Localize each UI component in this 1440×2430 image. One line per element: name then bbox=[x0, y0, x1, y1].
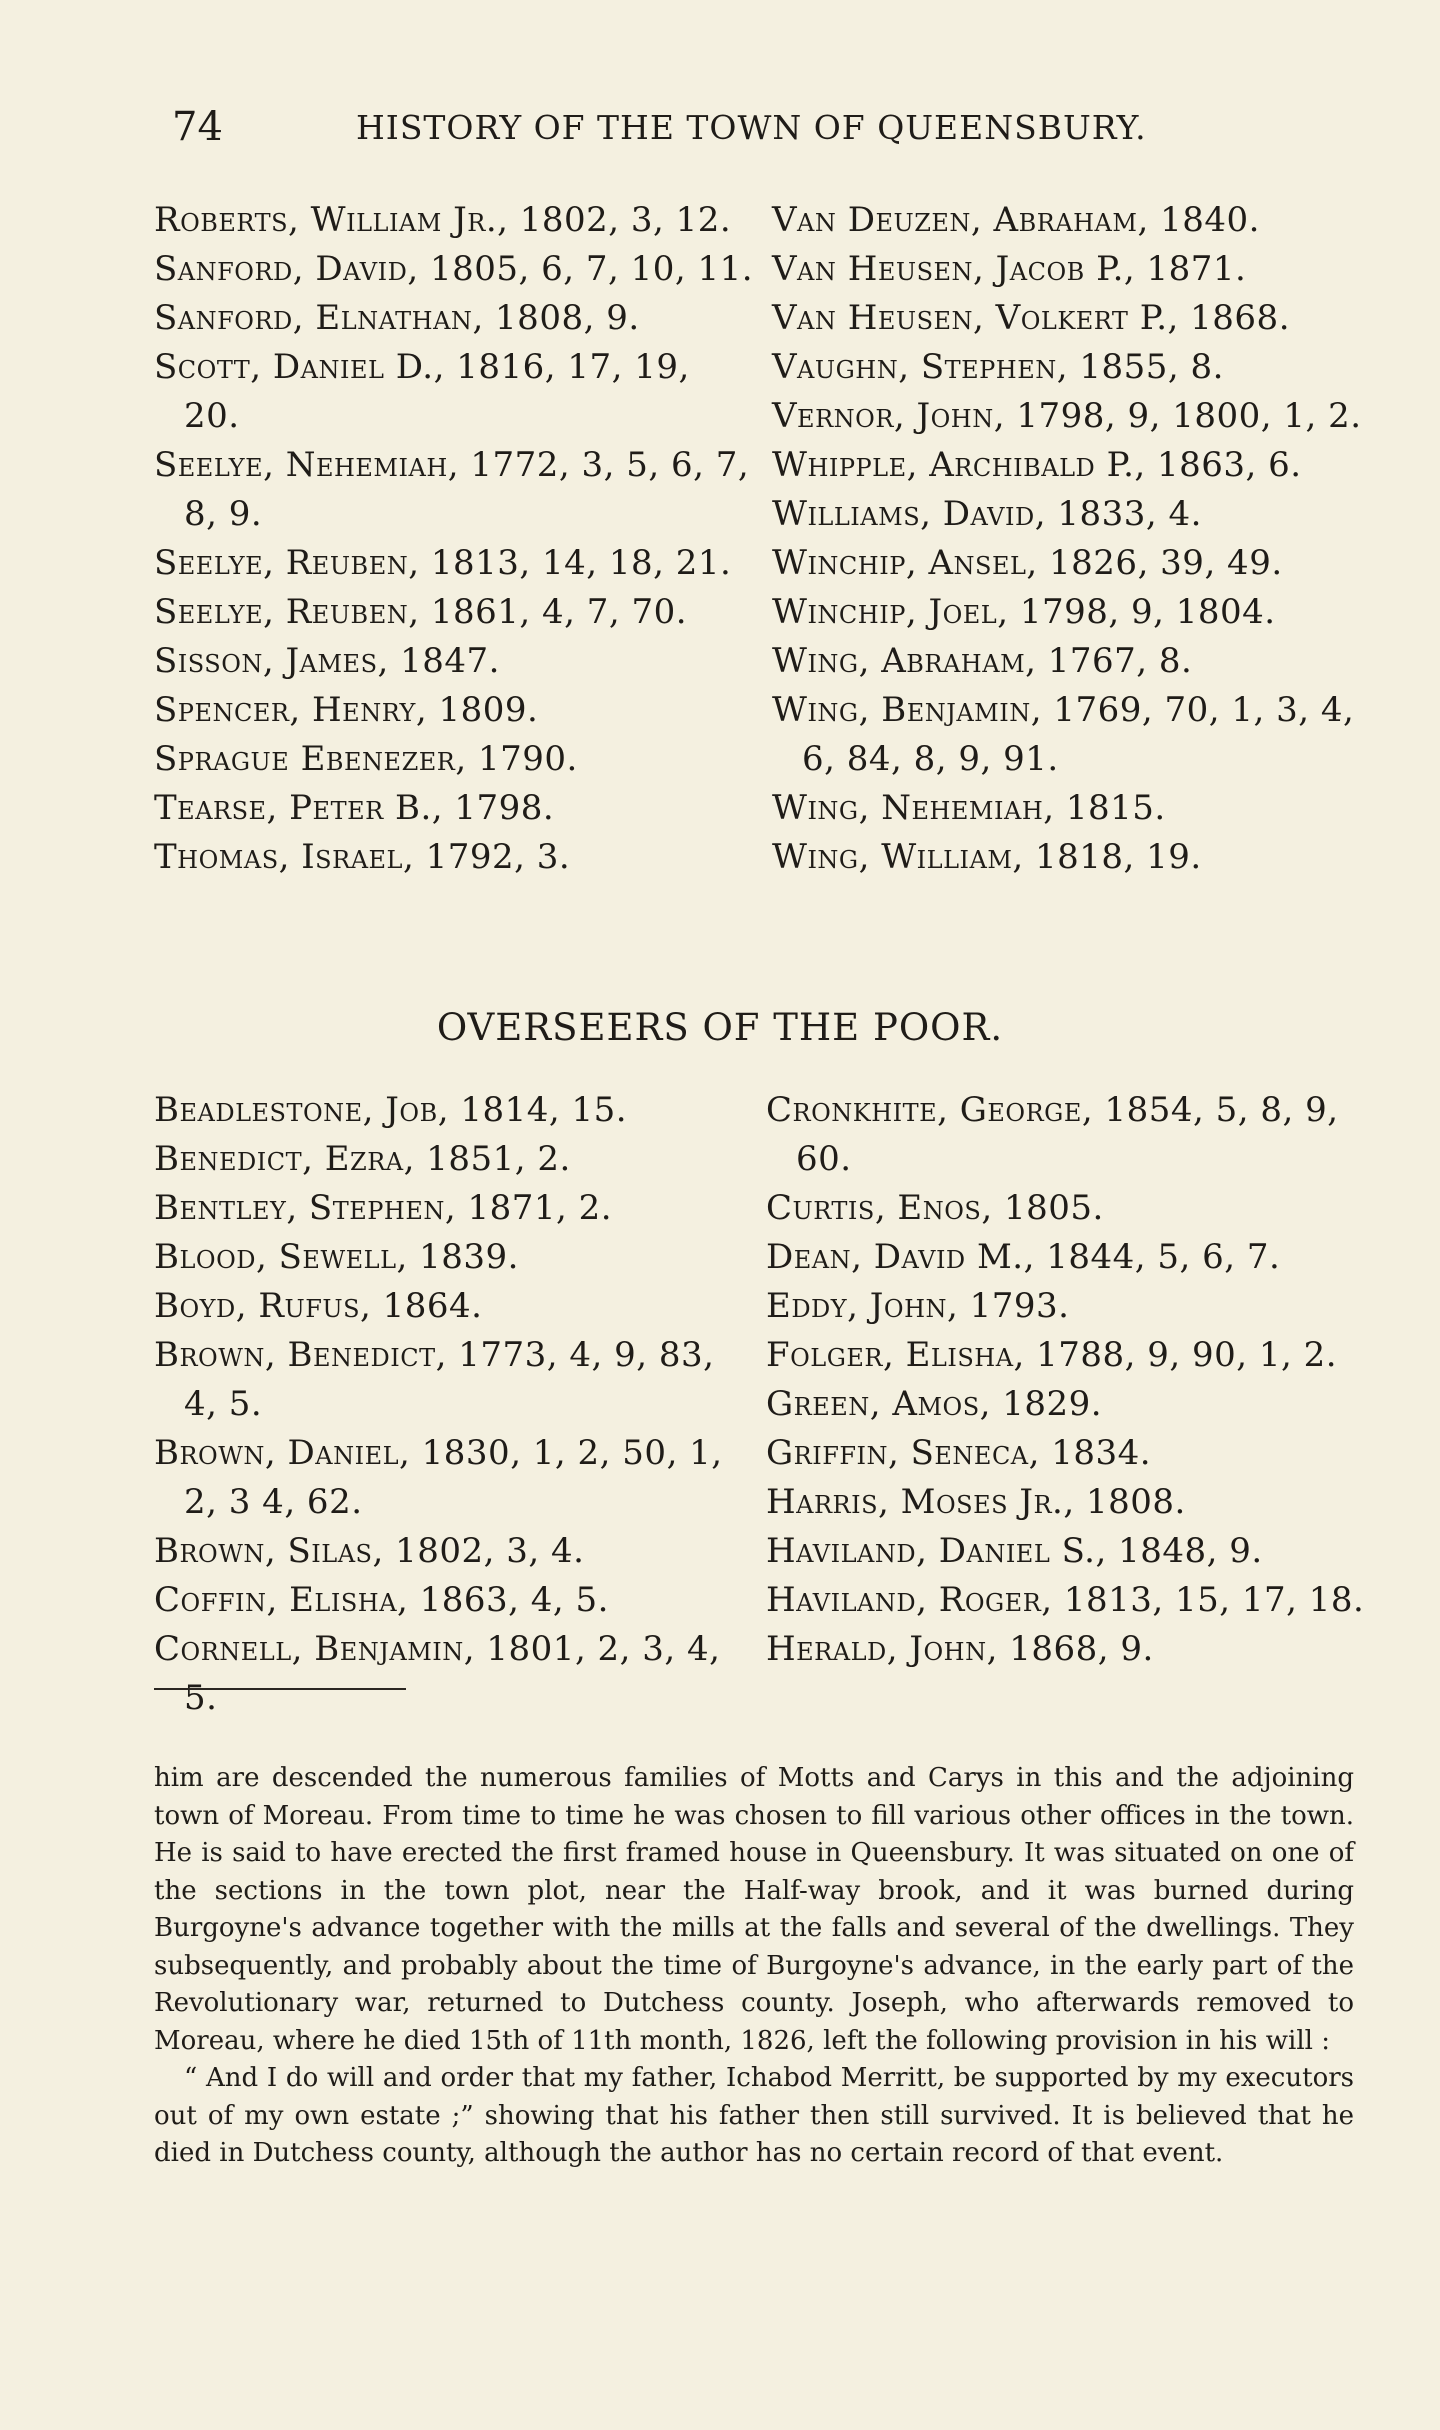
list-item bbox=[154, 1331, 754, 1429]
running-title: HISTORY OF THE TOWN OF QUEENSBURY. bbox=[356, 108, 1147, 147]
list-item bbox=[154, 1429, 754, 1527]
entry-name: Green, Amos bbox=[766, 1384, 980, 1424]
entry-years: , 1851, 2. bbox=[403, 1139, 571, 1179]
list-item bbox=[766, 1331, 1366, 1380]
list-item bbox=[772, 441, 1372, 490]
entry-name: Benedict, Ezra bbox=[154, 1139, 404, 1179]
entry-name: Curtis, Enos bbox=[766, 1188, 982, 1228]
entry-years: , 1829. bbox=[979, 1384, 1103, 1424]
entry-years: , 1826, 39, 49. bbox=[1026, 543, 1283, 583]
entry-years: , 1792, 3. bbox=[402, 837, 571, 877]
entry-name: Wing, William bbox=[772, 837, 1013, 877]
entry-name: Vaughn, Stephen bbox=[772, 347, 1057, 387]
entry-name: Winchip, Ansel bbox=[772, 543, 1027, 583]
entry-years: , 1816, 17, 19, 20. bbox=[184, 347, 690, 436]
list-item bbox=[766, 1576, 1366, 1625]
entry-name: Cornell, Benjamin bbox=[154, 1629, 464, 1669]
entry-name: Coffin, Elisha bbox=[154, 1580, 398, 1620]
entry-name: Boyd, Rufus bbox=[154, 1286, 361, 1326]
list-two-right-column bbox=[766, 1086, 1366, 1674]
footnote-rule bbox=[154, 1688, 406, 1690]
list-item bbox=[772, 637, 1372, 686]
list-item bbox=[154, 637, 754, 686]
entry-name: Eddy, John bbox=[766, 1286, 947, 1326]
entry-years: , 1868, 9. bbox=[986, 1629, 1154, 1669]
page-number: 74 bbox=[172, 104, 223, 150]
list-item bbox=[154, 588, 754, 637]
entry-name: Seelye, Reuben bbox=[154, 543, 409, 583]
list-item bbox=[766, 1086, 1366, 1184]
entry-name: Sprague Ebenezer bbox=[154, 739, 456, 779]
footnote bbox=[154, 1760, 1354, 2173]
section-title: OVERSEERS OF THE POOR. bbox=[436, 1006, 1004, 1049]
entry-years: , 1839. bbox=[396, 1237, 519, 1277]
entry-name: Scott, Daniel D. bbox=[154, 347, 434, 387]
list-item bbox=[772, 392, 1372, 441]
list-two-left-column bbox=[154, 1086, 754, 1723]
entry-years: , 1769, 70, 1, 3, 4, 6, 84, 8, 9, 91. bbox=[802, 690, 1355, 779]
list-item bbox=[766, 1282, 1366, 1331]
list-item bbox=[766, 1233, 1366, 1282]
list-item bbox=[766, 1429, 1366, 1478]
list-item bbox=[766, 1625, 1366, 1674]
entry-years: , 1801, 2, 3, 4, 5. bbox=[184, 1629, 721, 1718]
list-item bbox=[154, 294, 754, 343]
entry-name: Seelye, Nehemiah bbox=[154, 445, 448, 485]
list-item bbox=[154, 196, 754, 245]
entry-years: , 1808, 9. bbox=[472, 298, 640, 338]
entry-years: , 1847. bbox=[377, 641, 500, 681]
list-item bbox=[772, 833, 1372, 882]
page-header bbox=[0, 104, 1440, 154]
entry-name: Wing, Benjamin bbox=[772, 690, 1031, 730]
entry-name: Roberts, William Jr. bbox=[154, 200, 498, 240]
entry-years: , 1834. bbox=[1028, 1433, 1152, 1473]
entry-name: Spencer, Henry bbox=[154, 690, 416, 730]
entry-name: Harris, Moses Jr. bbox=[766, 1482, 1064, 1522]
list-item bbox=[772, 490, 1372, 539]
footnote-paragraph: “ And I do will and order that my father, Ichabod Merritt, be supported by my executors out of my own estate ;” showing that his father then still survived. It is believed that he died in Dutchess county, although the author has no certain record of that event. bbox=[154, 2063, 1354, 2168]
entry-years: , 1793. bbox=[947, 1286, 1070, 1326]
entry-years: , 1814, 15. bbox=[437, 1090, 628, 1130]
list-item bbox=[772, 343, 1372, 392]
entry-years: , 1854, 5, 8, 9, 60. bbox=[796, 1090, 1339, 1179]
list-item bbox=[772, 539, 1372, 588]
list-item bbox=[154, 245, 754, 294]
entry-years: , 1798, 9, 1800, 1, 2. bbox=[993, 396, 1362, 436]
list-item bbox=[766, 1527, 1366, 1576]
entry-years: , 1833, 4. bbox=[1034, 494, 1202, 534]
list-item bbox=[772, 294, 1372, 343]
entry-years: , 1798. bbox=[431, 788, 555, 828]
entry-name: Dean, David M. bbox=[766, 1237, 1024, 1277]
entry-years: , 1871. bbox=[1123, 249, 1247, 289]
entry-name: Van Deuzen, Abraham bbox=[772, 200, 1138, 240]
list-item bbox=[154, 1576, 754, 1625]
list-item bbox=[154, 784, 754, 833]
list-item bbox=[766, 1478, 1366, 1527]
entry-years: , 1805, 6, 7, 10, 11. bbox=[407, 249, 754, 289]
list-item bbox=[154, 833, 754, 882]
entry-years: , 1840. bbox=[1137, 200, 1260, 240]
entry-years: , 1813, 15, 17, 18. bbox=[1041, 1580, 1365, 1620]
list-item bbox=[154, 1086, 754, 1135]
entry-years: , 1864. bbox=[360, 1286, 483, 1326]
list-item bbox=[154, 1135, 754, 1184]
list-item bbox=[154, 441, 754, 539]
entry-name: Wing, Nehemiah bbox=[772, 788, 1044, 828]
entry-years: , 1863, 4, 5. bbox=[397, 1580, 609, 1620]
entry-name: Winchip, Joel bbox=[772, 592, 998, 632]
entry-years: , 1863, 6. bbox=[1134, 445, 1302, 485]
list-item bbox=[154, 1184, 754, 1233]
list-item bbox=[772, 686, 1372, 784]
entry-years: , 1808. bbox=[1063, 1482, 1186, 1522]
entry-years: , 1848, 9. bbox=[1095, 1531, 1263, 1571]
list-one-right-column bbox=[772, 196, 1372, 882]
entry-name: Vernor, John bbox=[772, 396, 994, 436]
entry-years: , 1855, 8. bbox=[1056, 347, 1224, 387]
entry-name: Thomas, Israel bbox=[154, 837, 403, 877]
list-item bbox=[772, 784, 1372, 833]
entry-years: , 1772, 3, 5, 6, 7, 8, 9. bbox=[184, 445, 750, 534]
entry-name: Van Heusen, Jacob P. bbox=[772, 249, 1124, 289]
list-item bbox=[772, 196, 1372, 245]
entry-years: , 1798, 9, 1804. bbox=[997, 592, 1276, 632]
entry-name: Sisson, James bbox=[154, 641, 378, 681]
list-one-left-column bbox=[154, 196, 754, 882]
entry-name: Van Heusen, Volkert P. bbox=[772, 298, 1168, 338]
entry-years: , 1805. bbox=[981, 1188, 1104, 1228]
list-item bbox=[772, 588, 1372, 637]
entry-years: , 1790. bbox=[455, 739, 578, 779]
entry-name: Blood, Sewell bbox=[154, 1237, 397, 1277]
entry-years: , 1802, 3, 4. bbox=[372, 1531, 585, 1571]
entry-name: Brown, Benedict bbox=[154, 1335, 436, 1375]
entry-name: Cronkhite, George bbox=[766, 1090, 1082, 1130]
list-item bbox=[772, 245, 1372, 294]
entry-years: , 1830, 1, 2, 50, 1, 2, 3 4, 62. bbox=[184, 1433, 723, 1522]
entry-years: , 1788, 9, 90, 1, 2. bbox=[1013, 1335, 1338, 1375]
list-item bbox=[154, 1282, 754, 1331]
entry-years: , 1802, 3, 12. bbox=[497, 200, 732, 240]
entry-name: Griffin, Seneca bbox=[766, 1433, 1029, 1473]
entry-name: Tearse, Peter B. bbox=[154, 788, 432, 828]
entry-years: , 1813, 14, 18, 21. bbox=[408, 543, 732, 583]
entry-years: , 1861, 4, 7, 70. bbox=[408, 592, 688, 632]
list-item bbox=[154, 686, 754, 735]
entry-name: Folger, Elisha bbox=[766, 1335, 1014, 1375]
entry-name: Williams, David bbox=[772, 494, 1035, 534]
entry-name: Sanford, David bbox=[154, 249, 408, 289]
entry-years: , 1809. bbox=[415, 690, 539, 730]
entry-years: , 1767, 8. bbox=[1025, 641, 1193, 681]
entry-name: Sanford, Elnathan bbox=[154, 298, 473, 338]
list-item bbox=[154, 539, 754, 588]
entry-name: Seelye, Reuben bbox=[154, 592, 409, 632]
entry-name: Haviland, Daniel S. bbox=[766, 1531, 1096, 1571]
list-item bbox=[154, 1233, 754, 1282]
entry-years: , 1815. bbox=[1043, 788, 1166, 828]
list-item bbox=[154, 1625, 754, 1723]
list-item bbox=[154, 735, 754, 784]
entry-years: , 1773, 4, 9, 83, 4, 5. bbox=[184, 1335, 715, 1424]
entry-name: Brown, Silas bbox=[154, 1531, 373, 1571]
footnote-paragraph: him are descended the numerous families of Motts and Carys in this and the adjoining town of Moreau. From time to time he was chosen to fill various other offices in the town. He is said to have erected the first framed house in Queensbury. It was situated on one of the sections in the town plot, near the Half-way brook, and it was burned during Burgoyne's advance together with the mills at the falls and several of the dwellings. They subsequently, and probably about the time of Burgoyne's advance, in the early part of the Revolutionary war, returned to Dutchess county. Joseph, who afterwards removed to Moreau, where he died 15th of 11th month, 1826, left the following provision in his will : bbox=[154, 1763, 1354, 2056]
list-item bbox=[766, 1380, 1366, 1429]
entry-name: Wing, Abraham bbox=[772, 641, 1026, 681]
entry-name: Herald, John bbox=[766, 1629, 987, 1669]
entry-name: Bentley, Stephen bbox=[154, 1188, 445, 1228]
entry-years: , 1844, 5, 6, 7. bbox=[1023, 1237, 1281, 1277]
entry-years: , 1871, 2. bbox=[444, 1188, 613, 1228]
list-item bbox=[154, 1527, 754, 1576]
list-item bbox=[154, 343, 754, 441]
entry-name: Beadlestone, Job bbox=[154, 1090, 438, 1130]
entry-name: Brown, Daniel bbox=[154, 1433, 400, 1473]
entry-years: , 1868. bbox=[1167, 298, 1290, 338]
entry-name: Haviland, Roger bbox=[766, 1580, 1042, 1620]
entry-years: , 1818, 19. bbox=[1012, 837, 1202, 877]
entry-name: Whipple, Archibald P. bbox=[772, 445, 1135, 485]
list-item bbox=[766, 1184, 1366, 1233]
